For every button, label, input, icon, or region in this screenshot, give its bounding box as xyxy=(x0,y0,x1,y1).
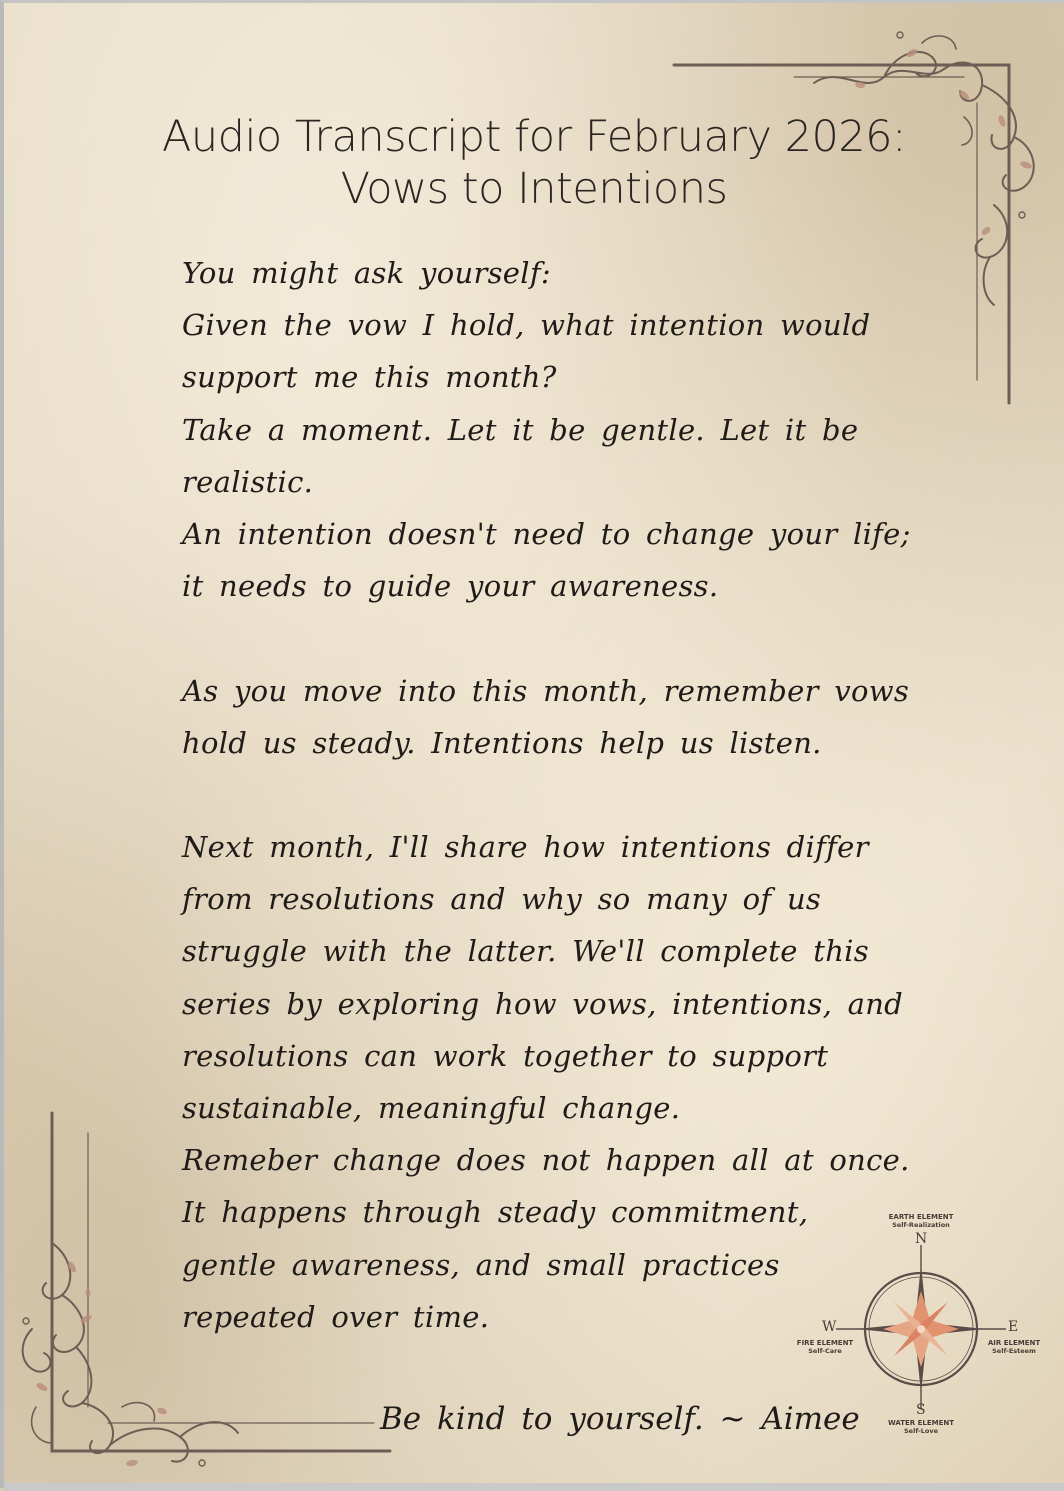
body-line: series by exploring how vows, intentions, and xyxy=(182,986,904,1021)
water-element-label xyxy=(886,1419,956,1435)
body-line: Given the vow I hold, what intention would xyxy=(182,308,871,343)
title-line-2: Vows to Intentions xyxy=(340,164,728,214)
earth-element-title: EARTH ELEMENT xyxy=(888,1213,954,1221)
paragraph-gap xyxy=(182,769,902,821)
compass-west-letter: W xyxy=(822,1319,837,1335)
page-title xyxy=(4,111,1064,215)
earth-element-label xyxy=(886,1213,956,1229)
water-element-subtitle: Self-Love xyxy=(904,1427,938,1435)
body-line: Next month, I'll share how intentions differ xyxy=(182,830,869,865)
body-line: from resolutions and why so many of us xyxy=(182,882,822,917)
body-line: You might ask yourself: xyxy=(182,256,551,290)
body-line: resolutions can work together to support xyxy=(182,1038,829,1073)
air-element-label xyxy=(986,1339,1042,1355)
fire-element-title: FIRE ELEMENT xyxy=(796,1339,854,1347)
compass-south-letter: S xyxy=(916,1402,926,1418)
body-line: repeated over time. xyxy=(182,1299,490,1334)
body-line: An intention doesn't need to change your life; xyxy=(182,516,911,551)
body-line: Take a moment. Let it be gentle. Let it be xyxy=(182,412,859,447)
body-line: gentle awareness, and small practices xyxy=(182,1247,780,1282)
compass-north-letter: N xyxy=(915,1231,928,1247)
air-element-title: AIR ELEMENT xyxy=(987,1339,1041,1347)
body-line: Remeber change does not happen all at once. xyxy=(182,1143,910,1178)
compass-east-letter: E xyxy=(1008,1319,1019,1335)
water-element-title: WATER ELEMENT xyxy=(887,1419,955,1427)
fire-element-label xyxy=(796,1339,854,1355)
body-line: It happens through steady commitment, xyxy=(182,1195,809,1230)
body-line: realistic. xyxy=(182,464,314,499)
transcript-body xyxy=(182,247,911,1343)
body-line: it needs to guide your awareness. xyxy=(182,569,719,604)
earth-element-subtitle: Self-Realization xyxy=(892,1221,950,1229)
air-element-subtitle: Self-Esteem xyxy=(992,1347,1036,1355)
body-line: sustainable, meaningful change. xyxy=(182,1091,681,1125)
body-line: support me this month? xyxy=(182,360,557,395)
body-line: struggle with the latter. We'll complete this xyxy=(182,934,869,969)
title-line-1: Audio Transcript for February 2026: xyxy=(161,112,907,162)
paragraph-gap xyxy=(182,612,902,664)
signoff-text: Be kind to yourself. ~ Aimee xyxy=(380,1401,860,1437)
fire-element-subtitle: Self-Care xyxy=(808,1347,842,1355)
elements-compass xyxy=(796,1209,1046,1445)
body-line: hold us steady. Intentions help us listen. xyxy=(182,725,822,760)
body-line: As you move into this month, remember vows xyxy=(182,673,910,708)
viewer-bottom-edge xyxy=(4,1483,1064,1491)
